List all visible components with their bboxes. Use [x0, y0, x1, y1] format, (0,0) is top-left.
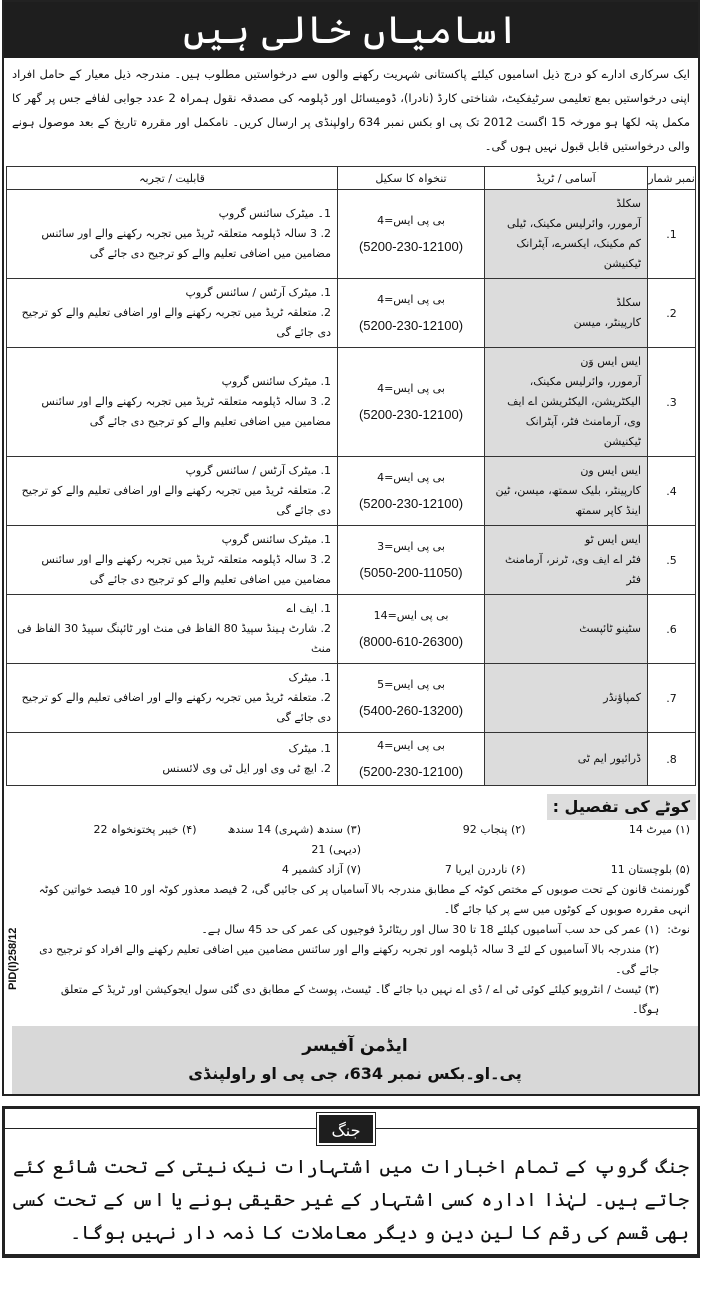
qualification-cell	[7, 733, 338, 786]
quota-item: (۴) خیبر پختونخواہ 22	[93, 823, 197, 836]
qualification-line: 2. ایچ ٹی وی اور ایل ٹی وی لائسنس	[162, 762, 331, 775]
row-number: 5.	[648, 526, 696, 595]
qualification-line: 2. 3 سالہ ڈپلومہ متعلقہ ٹریڈ میں تجربہ رکھنے والے اور سائنس مضامین میں اضافی تعلیم والے کو ترجیح دی جائے گی	[41, 553, 331, 586]
post-line: سٹینو ٹائپسٹ	[579, 622, 641, 635]
address: پی۔او۔بکس نمبر 634، جی پی او راولپنڈی	[188, 1064, 522, 1083]
qualification-cell	[7, 190, 338, 279]
pay-cell	[338, 526, 485, 595]
pid-code: PID(I)258/12	[7, 927, 19, 990]
pay-cell	[338, 595, 485, 664]
post-line: کارپینٹر، بلیک سمتھ، میسن، ٹین اینڈ کاپر سمتھ	[495, 484, 641, 517]
table-row	[7, 348, 696, 457]
post-line: ایس ایس وَن	[580, 355, 641, 368]
header-post: آسامی / ٹریڈ	[485, 167, 648, 190]
qualification-line: 1. میٹرک آرٹس / سائنس گروپ	[185, 464, 331, 477]
qualification-line: 2. متعلقہ ٹریڈ میں تجربہ رکھنے والے اور اضافی تعلیم والے کو ترجیح دی جائے گی	[21, 691, 331, 724]
table-row	[7, 526, 696, 595]
qualification-cell	[7, 595, 338, 664]
quota-text: گورنمنٹ قانون کے تحت صوبوں کے مختص کوٹہ کے مطابق مندرجہ بالا آسامیاں پر کی جائیں گی، 2 فیصد معذور کوٹہ اور 10 فیصد خواتین کوٹہ انہی مقررہ صوبوں کے کوٹوں میں سے پر کیا جائے گا۔	[38, 883, 690, 916]
qualification-line: 2. 3 سالہ ڈپلومہ متعلقہ ٹریڈ میں تجربہ رکھنے والے اور سائنس مضامین میں اضافی تعلیم والے کو ترجیح دی جائے گی	[41, 227, 331, 260]
post-line: آرمورر، وائرلیس مکینک، ٹیلی کم مکینک، ایکسرے، آپٹرانک ٹیکنیشن	[507, 217, 641, 270]
officer-title: ایڈمن آفیسر	[302, 1036, 408, 1056]
pay-cell	[338, 279, 485, 348]
disclaimer-text: جنگ گروپ کے تمام اخبارات میں اشتہارات نیک نیتی کے تحت شائع کئے جاتے ہیں۔ لہٰذا ادارہ کسی اشتہار کے غیر حقیقی ہونے یا اس کے تحت کسی بھی قسم کی رقم کا لین دین و دیگر معاملات کا ذمہ دار نہیں ہوگا۔	[13, 1156, 689, 1244]
quota-item: (۱) میرٹ 14	[628, 823, 690, 836]
bps-grade: بی پی ایس=4	[377, 471, 445, 484]
pay-scale: (5200-230-12100)	[358, 407, 464, 422]
pay-cell	[338, 190, 485, 279]
qualification-line: 1. میٹرک سائنس گروپ	[221, 533, 331, 546]
post-cell	[485, 457, 648, 526]
header-num: نمبر شمار	[648, 167, 696, 190]
ad-title: اسامیاں خالی ہیں	[4, 2, 698, 58]
vacancies-table	[6, 166, 696, 786]
qualification-line: 2. متعلقہ ٹریڈ میں تجربہ رکھنے والے اور اضافی تعلیم والے کو ترجیح دی جائے گی	[21, 484, 331, 517]
qualification-line: 2. 3 سالہ ڈپلومہ متعلقہ ٹریڈ میں تجربہ رکھنے والے اور سائنس مضامین میں اضافی تعلیم والے کو ترجیح دی جائے گی	[41, 395, 331, 428]
post-cell	[485, 348, 648, 457]
table-row	[7, 457, 696, 526]
row-number: 7.	[648, 664, 696, 733]
post-cell	[485, 190, 648, 279]
row-number: 4.	[648, 457, 696, 526]
qualification-cell	[7, 279, 338, 348]
qualification-line: 1. میٹرک آرٹس / سائنس گروپ	[185, 286, 331, 299]
pay-scale: (8000-610-26300)	[358, 634, 464, 649]
jang-disclaimer	[2, 1106, 700, 1258]
post-cell	[485, 526, 648, 595]
qualification-cell	[7, 457, 338, 526]
jang-logo: جنگ	[317, 1113, 375, 1145]
note-item: (۱) عمر کی حد سب آسامیوں کیلئے 18 تا 30 سال اور ریٹائرڈ فوجیوں کی عمر کی حد 45 سال ہے۔	[201, 923, 660, 936]
table-row	[7, 190, 696, 279]
header-pay: تنخواہ کا سکیل	[338, 167, 485, 190]
quota-item: (۲) پنجاب 92	[462, 823, 526, 836]
quota-item: (۷) آزاد کشمیر 4	[281, 863, 361, 876]
intro-paragraph: ایک سرکاری ادارے کو درج ذیل اسامیوں کیلئے پاکستانی شہریت رکھنے والوں سے درخواستیں مطلوب ہیں۔ مندرجہ ذیل معیار کے حامل افراد اپنی درخواستیں بمع تعلیمی سرٹیفکیٹ، شناختی کارڈ (نادرا)، ڈومیسائل اور ڈپلومہ کی مصدقہ نقول ہمراہ 2 عدد جوابی لفافے جس پر گھر کا مکمل پتہ لکھا ہو مورخہ 15 اگست 2012 تک پی او بکس نمبر 634 راولپنڈی پر ارسال کریں۔ نامکمل اور مقررہ تاریخ کے بعد موصول ہونے والی درخواستیں قابل قبول نہیں ہوں گی۔	[12, 67, 691, 153]
pay-scale: (5200-230-12100)	[358, 764, 464, 779]
bps-grade: بی پی ایس=14	[373, 609, 449, 622]
bps-grade: بی پی ایس=4	[377, 293, 445, 306]
post-line: ایس ایس ون	[580, 464, 641, 477]
qualification-cell	[7, 348, 338, 457]
qualification-line: 1. میٹرک	[288, 742, 331, 755]
note-item: (۲) مندرجہ بالا آسامیوں کے لئے 3 سالہ ڈپلومہ اور تجربہ رکھنے والے اور سائنس مضامین میں اضافی تعلیم رکھنے والے افراد کو ترجیح دی جائے گی۔	[39, 943, 660, 976]
post-line: آرمورر، وائرلیس مکینک، الیکٹریشن، الیکٹریشن اے ایف وی، آرمامنٹ فٹر، آپٹرانک ٹیکنیشن	[507, 375, 641, 448]
quota-section	[26, 794, 696, 1024]
post-cell	[485, 664, 648, 733]
post-cell	[485, 279, 648, 348]
post-line: سکلڈ	[616, 296, 641, 309]
table-row	[7, 733, 696, 786]
post-line: فٹر اے ایف وی، ٹرنر، آرمامنٹ فٹر	[504, 553, 641, 586]
post-line: کمپاؤنڈر	[603, 691, 641, 704]
post-line: ایس ایس ٹو	[584, 533, 641, 546]
quota-item: (۶) ناردرن ایریا 7	[444, 863, 526, 876]
post-line: ڈرائیور ایم ٹی	[577, 752, 641, 765]
qualification-line: 1. ایف اے	[286, 602, 331, 615]
post-line: کارپینٹر، میسن	[573, 316, 641, 329]
quota-item: (۵) بلوچستان 11	[610, 863, 690, 876]
bps-grade: بی پی ایس=4	[377, 214, 445, 227]
pay-scale: (5200-230-12100)	[358, 496, 464, 511]
pay-scale: (5050-200-11050)	[359, 565, 463, 580]
pay-scale: (5200-230-12100)	[358, 318, 464, 333]
row-number: 1.	[648, 190, 696, 279]
job-advertisement	[2, 0, 700, 1096]
bps-grade: بی پی ایس=3	[377, 540, 445, 553]
table-row	[7, 279, 696, 348]
qualification-line: 1. میٹرک سائنس گروپ	[221, 375, 331, 388]
bps-grade: بی پی ایس=4	[377, 382, 445, 395]
qualification-line: 1۔ میٹرک سائنس گروپ	[218, 207, 331, 220]
notes-list	[32, 920, 659, 1020]
post-cell	[485, 595, 648, 664]
qualification-line: 2. شارٹ ہینڈ سپیڈ 80 الفاظ فی منٹ اور ٹائپنگ سپیڈ 30 الفاظ فی منٹ	[17, 622, 331, 655]
pay-cell	[338, 457, 485, 526]
table-row	[7, 664, 696, 733]
qualification-line: 1. میٹرک	[288, 671, 331, 684]
contact-box	[12, 1026, 698, 1094]
note-item: (۳) ٹیسٹ / انٹرویو کیلئے کوئی ٹی اے / ڈی اے نہیں دیا جائے گا۔ ٹیسٹ، پوسٹ کے مطابق دی گئی سول ایجوکیشن اور ٹریڈ کے متعلق ہوگا۔	[60, 983, 660, 1016]
post-line: سکلڈ	[616, 197, 641, 210]
quota-title: کوٹے کی تفصیل :	[547, 794, 696, 820]
table-row	[7, 595, 696, 664]
post-cell	[485, 733, 648, 786]
pay-scale: (5200-230-12100)	[358, 239, 464, 254]
pay-scale: (5400-260-13200)	[358, 703, 464, 718]
header-qual: قابلیت / تجربہ	[7, 167, 338, 190]
quota-list	[26, 820, 696, 880]
bps-grade: بی پی ایس=4	[377, 739, 445, 752]
row-number: 3.	[648, 348, 696, 457]
row-number: 8.	[648, 733, 696, 786]
qualification-cell	[7, 526, 338, 595]
quota-item: (۳) سندھ (شہری) 14 سندھ (دیہی) 21	[227, 823, 361, 856]
qualification-cell	[7, 664, 338, 733]
pay-cell	[338, 733, 485, 786]
note-label: نوٹ:	[667, 923, 690, 936]
row-number: 2.	[648, 279, 696, 348]
row-number: 6.	[648, 595, 696, 664]
qualification-line: 2. متعلقہ ٹریڈ میں تجربہ رکھنے والے اور اضافی تعلیم والے کو ترجیح دی جائے گی	[21, 306, 331, 339]
pay-cell	[338, 348, 485, 457]
pay-cell	[338, 664, 485, 733]
bps-grade: بی پی ایس=5	[377, 678, 445, 691]
